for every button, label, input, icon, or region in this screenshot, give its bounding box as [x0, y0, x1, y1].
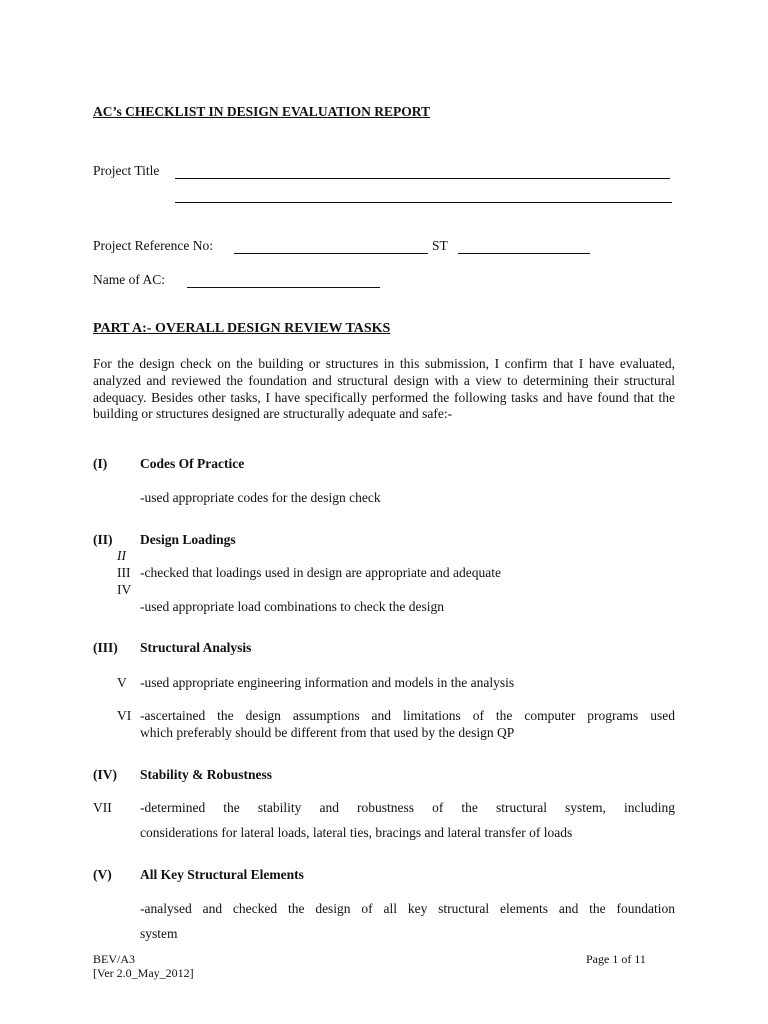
list-marker-vii: VII [93, 800, 112, 815]
intro-paragraph: For the design check on the building or structures in this submission, I confirm that I have evaluated, analyzed and reviewed the foundation and structural design with a view to determining their structural adequacy. Besides other tasks, I have specifically performed the following tasks and have found that the building or structures designed are structurally adequate and safe:- [93, 356, 675, 422]
st-label: ST [432, 238, 448, 253]
list-marker-vi: VI [117, 708, 132, 723]
section-2-title: Design Loadings [140, 532, 236, 547]
section-1-item-1: -used appropriate codes for the design check [140, 490, 381, 505]
section-3-item-1: -used appropriate engineering information and models in the analysis [140, 675, 515, 690]
section-2-item-2: -used appropriate load combinations to check the design [140, 599, 445, 614]
list-marker-ii: II [117, 548, 126, 563]
footer-doc-code: BEV/A3 [93, 952, 135, 966]
section-4-number: (IV) [93, 767, 117, 782]
section-3-title: Structural Analysis [140, 640, 252, 655]
name-of-ac-label: Name of AC: [93, 272, 165, 287]
part-a-heading: PART A:- OVERALL DESIGN REVIEW TASKS [93, 321, 391, 336]
section-5-item-1-line-1: -analysed and checked the design of all key structural elements and the foundation [140, 901, 675, 916]
project-reference-line [234, 253, 428, 254]
section-1-number: (I) [93, 456, 108, 471]
document-title: AC’s CHECKLIST IN DESIGN EVALUATION REPORT [93, 104, 430, 119]
project-reference-label: Project Reference No: [93, 238, 213, 253]
section-2-number: (II) [93, 532, 113, 547]
project-title-line-1 [175, 178, 670, 179]
section-3-item-2-line-1: -ascertained the design assumptions and limitations of the computer programs used [140, 708, 675, 723]
st-line [458, 253, 590, 254]
project-title-line-2 [175, 202, 672, 203]
section-4-item-1-line-2: considerations for lateral loads, lateral ties, bracings and lateral transfer of loads [140, 825, 573, 840]
section-5-number: (V) [93, 867, 112, 882]
section-3-number: (III) [93, 640, 118, 655]
list-marker-iii: III [117, 565, 131, 580]
section-2-item-1: -checked that loadings used in design are appropriate and adequate [140, 565, 501, 580]
footer-version: [Ver 2.0_May_2012] [93, 966, 194, 980]
section-5-title: All Key Structural Elements [140, 867, 304, 882]
name-of-ac-line [187, 287, 380, 288]
section-5-item-1-line-2: system [140, 926, 178, 941]
footer-page-number: Page 1 of 11 [586, 952, 646, 966]
list-marker-v: V [117, 675, 127, 690]
section-4-title: Stability & Robustness [140, 767, 273, 782]
list-marker-iv: IV [117, 582, 132, 597]
project-title-label: Project Title [93, 163, 160, 178]
section-1-title: Codes Of Practice [140, 456, 245, 471]
section-4-item-1-line-1: -determined the stability and robustness of the structural system, including [140, 800, 675, 815]
section-3-item-2-line-2: which preferably should be different from that used by the design QP [140, 725, 515, 740]
